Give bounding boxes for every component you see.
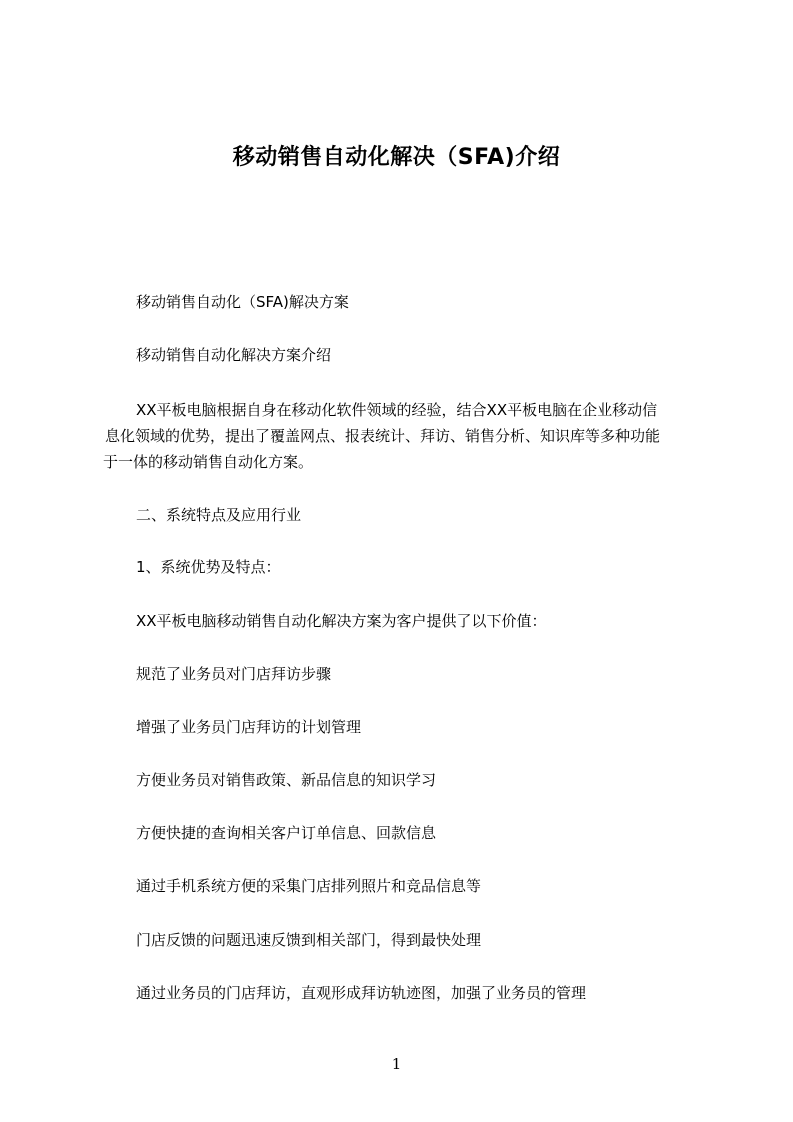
document-title: 移动销售自动化解决（SFA)介绍 (232, 145, 561, 170)
paragraph-solution-intro: 移动销售自动化解决方案介绍 (136, 346, 332, 364)
value-item: 通过手机系统方便的采集门店排列照片和竞品信息等 (136, 877, 482, 895)
value-item: 规范了业务员对门店拜访步骤 (136, 665, 332, 683)
value-item: 通过业务员的门店拜访，直观形成拜访轨迹图，加强了业务员的管理 (136, 984, 587, 1002)
intro-line-1: XX平板电脑根据自身在移动化软件领域的经验，结合XX平板电脑在企业移动信 (136, 401, 658, 419)
value-item: 方便快捷的查询相关客户订单信息、回款信息 (136, 824, 437, 842)
intro-line-3: 于一体的移动销售自动化方案。 (103, 453, 314, 471)
value-item: 方便业务员对销售政策、新品信息的知识学习 (136, 771, 437, 789)
value-item: 增强了业务员门店拜访的计划管理 (136, 718, 362, 736)
value-item: 门店反馈的问题迅速反馈到相关部门，得到最快处理 (136, 931, 482, 949)
paragraph-intro-body (103, 397, 723, 475)
subsection-heading-advantages: 1、系统优势及特点： (136, 558, 281, 576)
paragraph-sfa-solution: 移动销售自动化（SFA)解决方案 (136, 293, 349, 311)
section-heading-features: 二、系统特点及应用行业 (136, 506, 302, 524)
page-number: 1 (391, 1055, 402, 1073)
paragraph-value-intro: XX平板电脑移动销售自动化解决方案为客户提供了以下价值： (136, 612, 547, 630)
intro-line-2: 息化领域的优势，提出了覆盖网点、报表统计、拜访、销售分析、知识库等多种功能 (105, 427, 661, 445)
